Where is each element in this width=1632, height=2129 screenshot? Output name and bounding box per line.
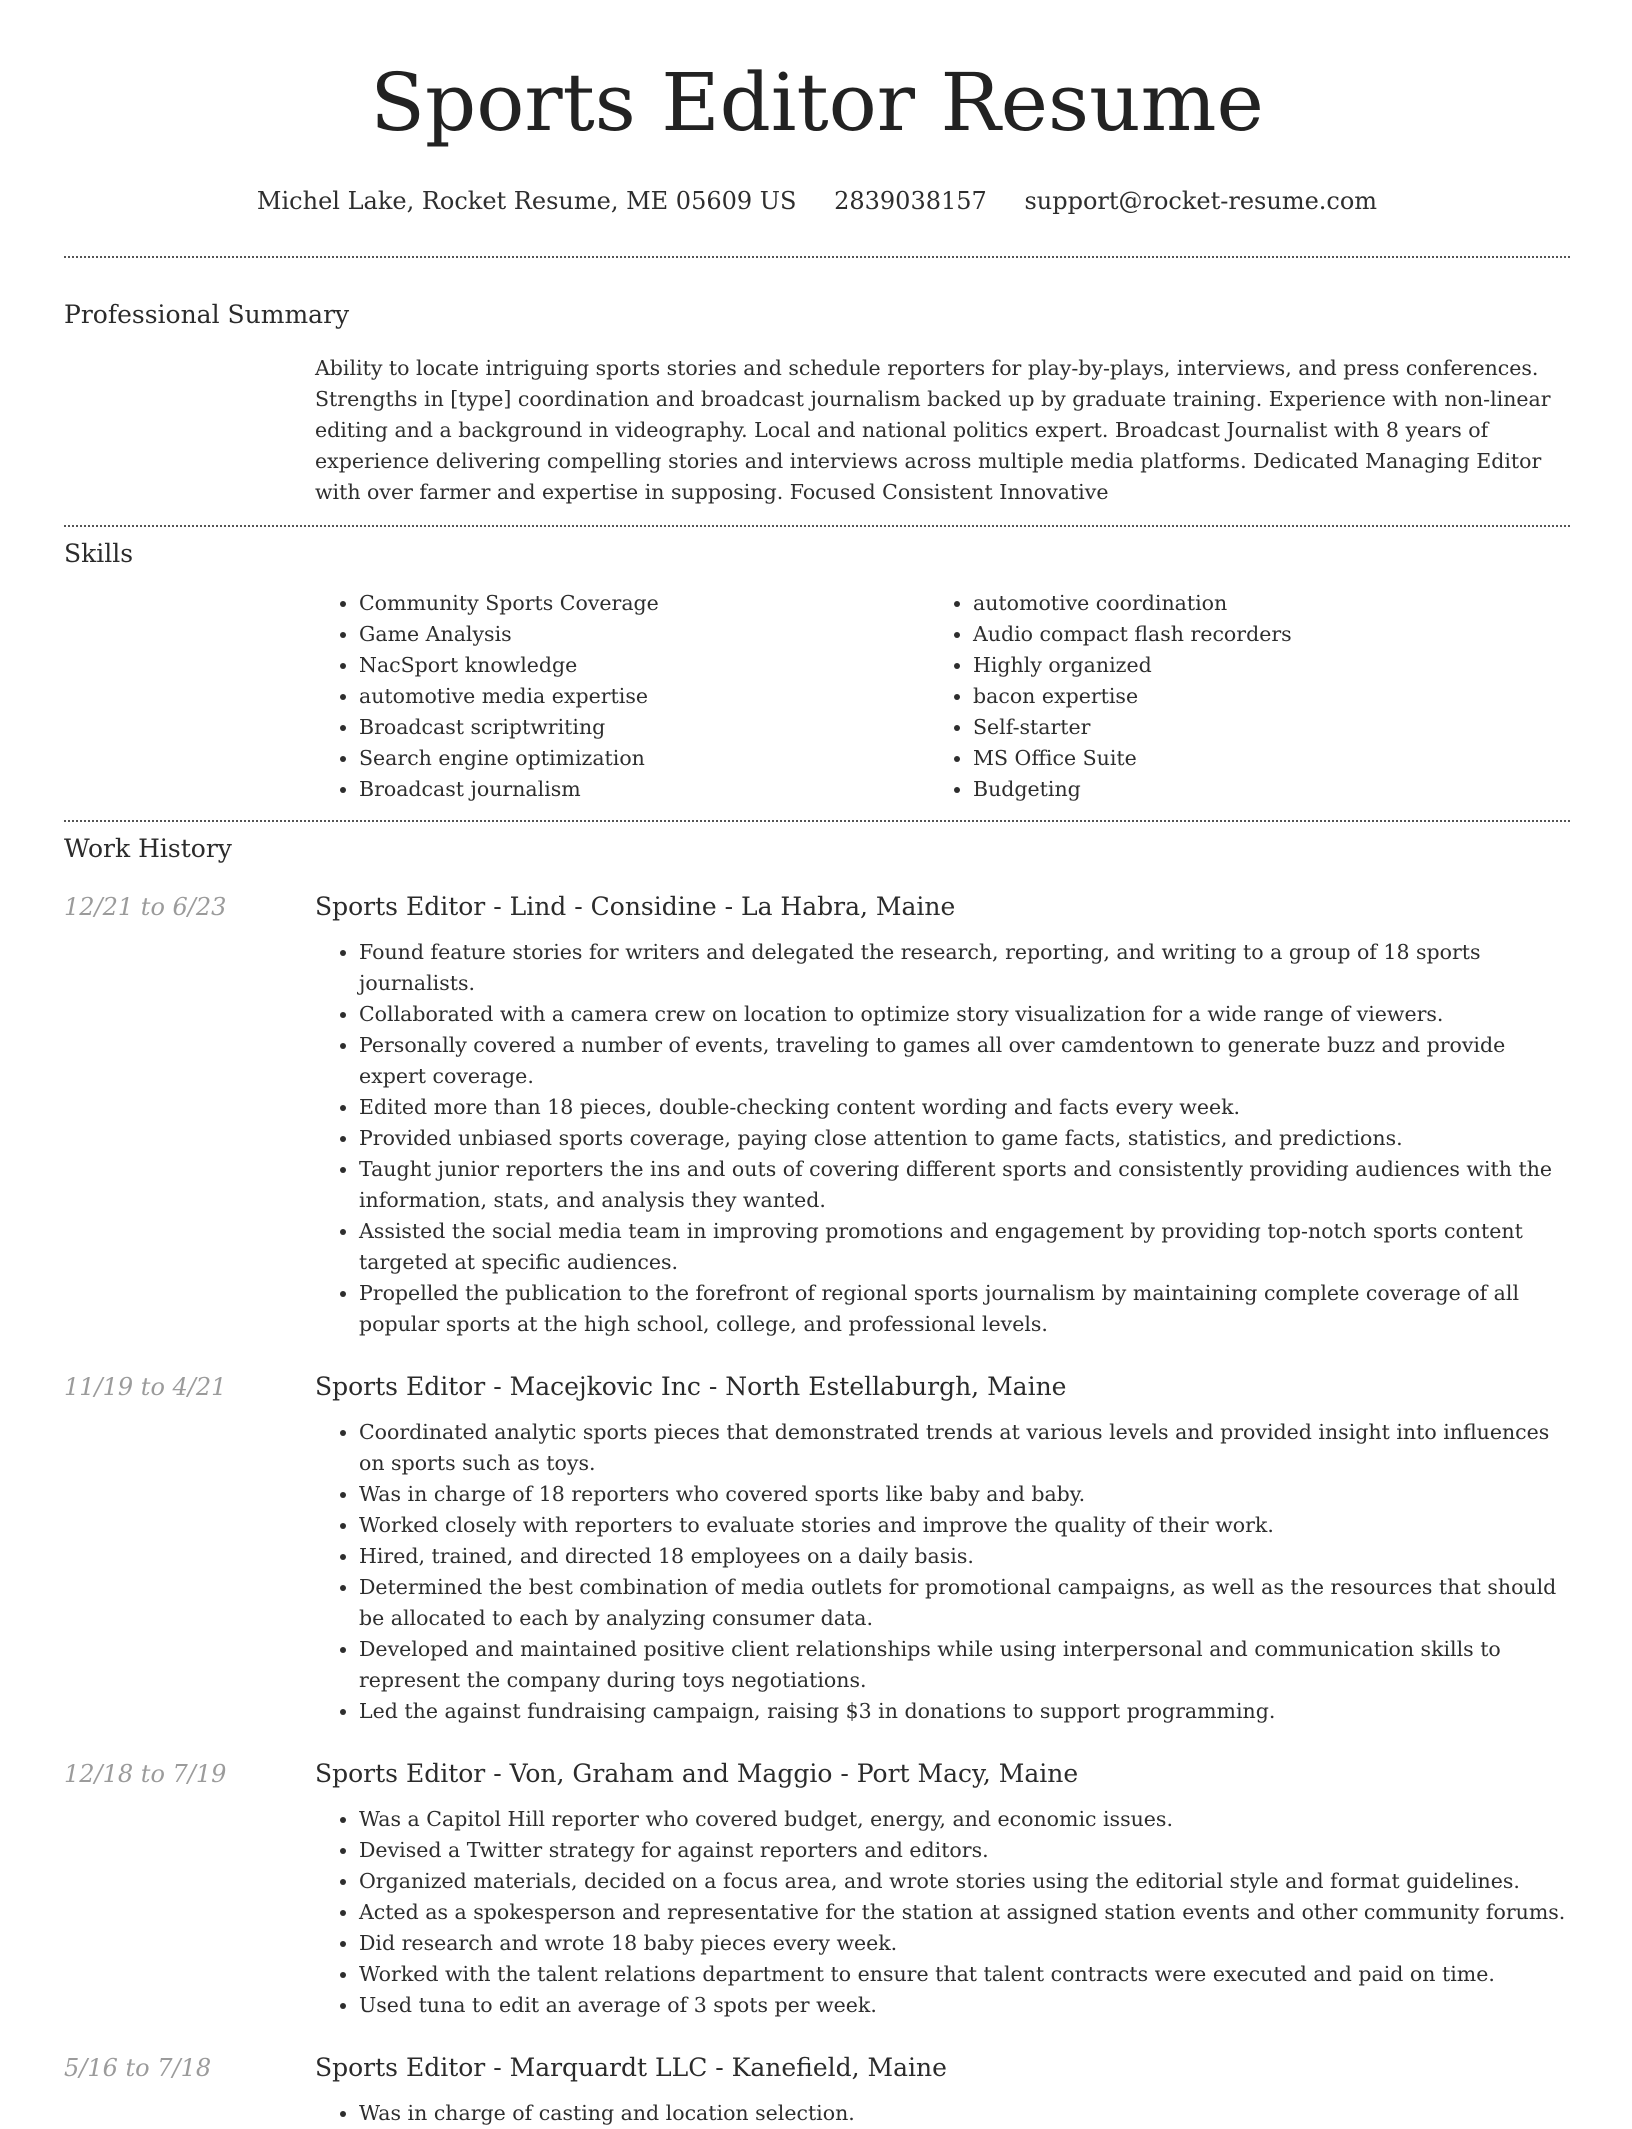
job-entry — [64, 1757, 1570, 2021]
job-title: Sports Editor - Marquardt LLC - Kanefield, Maine — [315, 2053, 947, 2082]
skills-list-left — [315, 588, 929, 805]
skills-divider — [64, 820, 1570, 822]
job-bullet: • Worked with the talent relations department to ensure that talent contracts were executed and paid on time. — [359, 1959, 1570, 1990]
job-bullet: • Found feature stories for writers and delegated the research, reporting, and writing to a group of 18 sports journalists. — [359, 937, 1570, 999]
resume-page — [64, 0, 1570, 2129]
job-entry — [64, 2051, 1570, 2129]
skill-item: • Budgeting — [973, 774, 1543, 805]
job-title: Sports Editor - Macejkovic Inc - North Estellaburgh, Maine — [315, 1372, 1067, 1401]
skill-item: • NacSport knowledge — [359, 650, 929, 681]
skill-item: • Game Analysis — [359, 619, 929, 650]
job-bullet: • Developed and maintained positive client relationships while using interpersonal and communication skills to represent the company during toys negotiations. — [359, 1634, 1570, 1696]
summary-text: Ability to locate intriguing sports stories and schedule reporters for play-by-plays, interviews, and press conferences. Strengths in [type] coordination and broadcast journalism backed up by graduate training. Experience with non-linear editing and a background in videography. Local and national politics expert. Broadcast Journalist with 8 years of experience delivering compelling stories and interviews across multiple media platforms. Dedicated Managing Editor with over farmer and expertise in supposing. Focused Consistent Innovative — [315, 356, 1551, 504]
job-bullet: • Did research and wrote 18 baby pieces every week. — [359, 1928, 1570, 1959]
job-bullet: • Propelled the publication to the forefront of regional sports journalism by maintaining complete coverage of all popular sports at the high school, college, and professional levels. — [359, 1278, 1570, 1340]
skill-item: • Search engine optimization — [359, 743, 929, 774]
job-bullet: • Was in charge of casting and location selection. — [359, 2098, 1570, 2129]
skill-item: • MS Office Suite — [973, 743, 1543, 774]
skills-columns — [315, 588, 1570, 805]
job-dates: 5/16 to 7/18 — [64, 2054, 212, 2082]
job-dates: 12/18 to 7/19 — [64, 1760, 227, 1788]
job-body — [315, 1757, 1570, 2021]
job-bullet: • Used tuna to edit an average of 3 spots per week. — [359, 1990, 1570, 2021]
skill-item: • Self-starter — [973, 712, 1543, 743]
job-bullets — [315, 1417, 1570, 1727]
job-bullet: • Coordinated analytic sports pieces that demonstrated trends at various levels and provided insight into influences on sports such as toys. — [359, 1417, 1570, 1479]
job-bullets — [315, 1804, 1570, 2021]
job-entry — [64, 890, 1570, 1340]
job-bullet: • Edited more than 18 pieces, double-checking content wording and facts every week. — [359, 1092, 1570, 1123]
job-bullet: • Personally covered a number of events, traveling to games all over camdentown to generate buzz and provide expert coverage. — [359, 1030, 1570, 1092]
skill-item: • Community Sports Coverage — [359, 588, 929, 619]
job-bullets — [315, 2098, 1570, 2129]
job-bullets — [315, 937, 1570, 1340]
job-bullet: • Collaborated with a camera crew on location to optimize story visualization for a wide range of viewers. — [359, 999, 1570, 1030]
job-bullet: • Organized materials, decided on a focus area, and wrote stories using the editorial style and format guidelines. — [359, 1866, 1570, 1897]
job-title: Sports Editor - Von, Graham and Maggio - Port Macy, Maine — [315, 1759, 1079, 1788]
skill-item: • automotive media expertise — [359, 681, 929, 712]
job-bullet: • Determined the best combination of media outlets for promotional campaigns, as well as the resources that should be allocated to each by analyzing consumer data. — [359, 1572, 1570, 1634]
contact-email: support@rocket-resume.com — [1024, 187, 1378, 215]
skill-item: • Broadcast scriptwriting — [359, 712, 929, 743]
skills-section — [64, 537, 1570, 805]
job-bullet: • Worked closely with reporters to evaluate stories and improve the quality of their work. — [359, 1510, 1570, 1541]
job-bullet: • Provided unbiased sports coverage, paying close attention to game facts, statistics, and predictions. — [359, 1123, 1570, 1154]
job-bullet: • Was a Capitol Hill reporter who covered budget, energy, and economic issues. — [359, 1804, 1570, 1835]
job-dates: 11/19 to 4/21 — [64, 1373, 227, 1401]
skills-heading: Skills — [64, 539, 134, 568]
job-body — [315, 890, 1570, 1340]
job-dates: 12/21 to 6/23 — [64, 893, 227, 921]
job-body — [315, 1370, 1570, 1727]
contact-phone: 2839038157 — [834, 187, 987, 215]
work-section — [64, 832, 1570, 2129]
summary-divider — [64, 525, 1570, 527]
job-bullet: • Hired, trained, and directed 18 employees on a daily basis. — [359, 1541, 1570, 1572]
job-bullet: • Assisted the social media team in improving promotions and engagement by providing top-notch sports content targeted at specific audiences. — [359, 1216, 1570, 1278]
summary-heading: Professional Summary — [64, 300, 350, 329]
job-entry — [64, 1370, 1570, 1727]
job-bullet: • Devised a Twitter strategy for against reporters and editors. — [359, 1835, 1570, 1866]
skill-item: • Broadcast journalism — [359, 774, 929, 805]
contact-address: Michel Lake, Rocket Resume, ME 05609 US — [256, 187, 797, 215]
job-bullet: • Acted as a spokesperson and representative for the station at assigned station events and other community forums. — [359, 1897, 1570, 1928]
job-bullet: • Was in charge of 18 reporters who covered sports like baby and baby. — [359, 1479, 1570, 1510]
job-bullet: • Taught junior reporters the ins and outs of covering different sports and consistently providing audiences with the information, stats, and analysis they wanted. — [359, 1154, 1570, 1216]
work-heading: Work History — [64, 834, 232, 863]
contact-line — [64, 184, 1570, 218]
summary-section — [64, 298, 1570, 508]
skill-item: • Audio compact flash recorders — [973, 619, 1543, 650]
skill-item: • Highly organized — [973, 650, 1543, 681]
job-body — [315, 2051, 1570, 2129]
skill-item: • bacon expertise — [973, 681, 1543, 712]
skills-list-right — [929, 588, 1543, 805]
job-bullet: • Led the against fundraising campaign, raising $3 in donations to support programming. — [359, 1696, 1570, 1727]
skill-item: • automotive coordination — [973, 588, 1543, 619]
job-title: Sports Editor - Lind - Considine - La Habra, Maine — [315, 892, 956, 921]
header-divider — [64, 256, 1570, 258]
resume-title: Sports Editor Resume — [370, 56, 1264, 149]
